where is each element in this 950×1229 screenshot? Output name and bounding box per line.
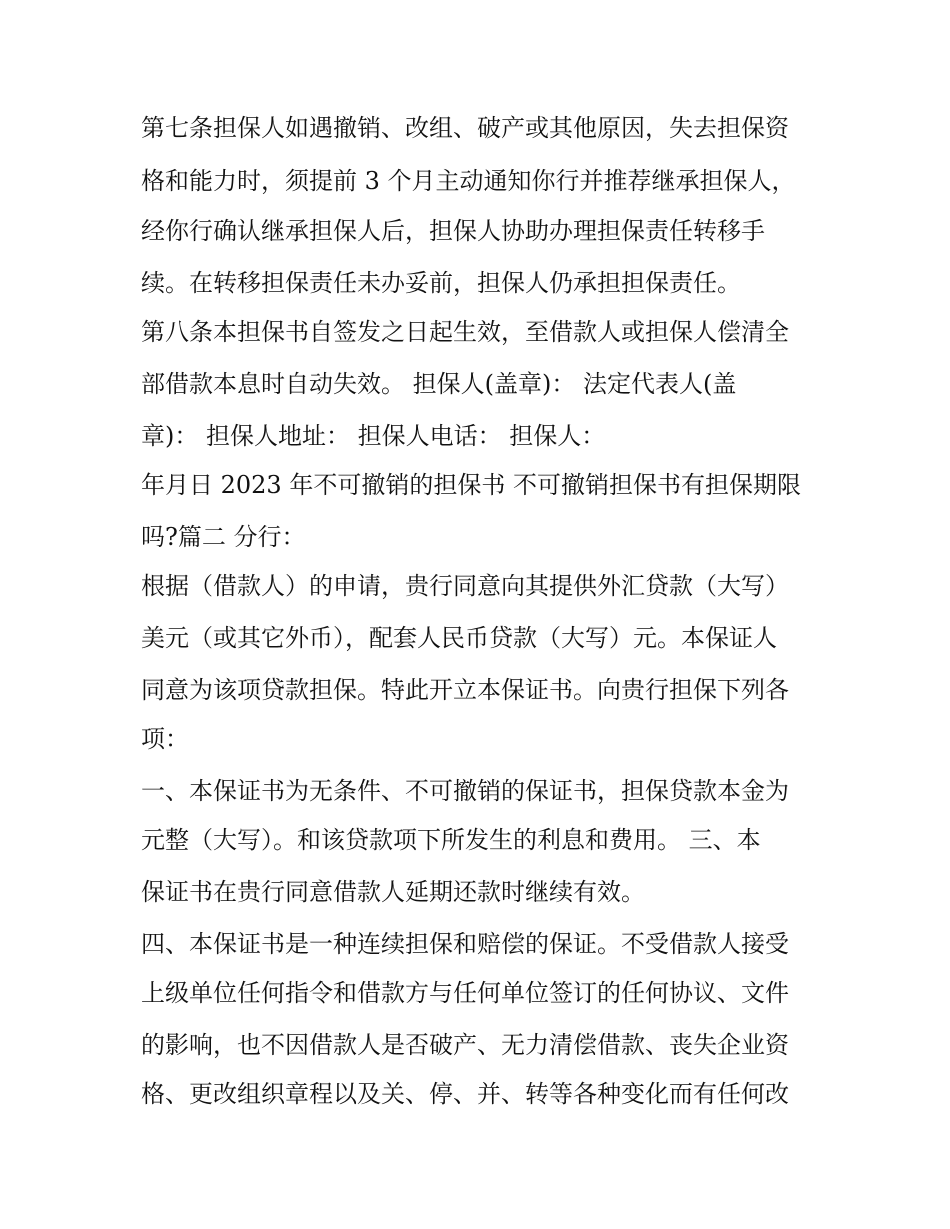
text-line: 吗?篇二 分行： — [141, 523, 306, 551]
text-line: 项： — [141, 725, 189, 753]
text-line: 元整（大写）。和该贷款项下所发生的利息和费用。 三、本 — [141, 826, 761, 854]
text-line: 一、本保证书为无条件、不可撤销的保证书，担保贷款本金为 — [141, 777, 789, 805]
text-line: 四、本保证书是一种连续担保和赔偿的保证。不受借款人接受 — [141, 930, 789, 958]
text-line: 部借款本息时自动失效。 担保人(盖章)： 法定代表人(盖 — [141, 370, 737, 398]
text-line: 同意为该项贷款担保。特此开立本保证书。向贵行担保下列各 — [141, 676, 789, 704]
text-line: 第八条本担保书自签发之日起生效，至借款人或担保人偿清全 — [141, 318, 789, 346]
text-line: 第七条担保人如遇撤销、改组、破产或其他原因，失去担保资 — [141, 114, 789, 142]
text-line: 经你行确认继承担保人后，担保人协助办理担保责任转移手 — [141, 217, 765, 245]
text-line: 上级单位任何指令和借款方与任何单位签订的任何协议、文件 — [141, 979, 789, 1007]
text-line: 保证书在贵行同意借款人延期还款时继续有效。 — [141, 878, 645, 906]
text-line: 章)： 担保人地址： 担保人电话： 担保人： — [141, 422, 606, 450]
text-line: 根据（借款人）的申请，贵行同意向其提供外汇贷款（大写） — [141, 572, 789, 600]
text-line: 美元（或其它外币），配套人民币贷款（大写）元。本保证人 — [141, 624, 777, 652]
text-line: 续。在转移担保责任未办妥前，担保人仍承担担保责任。 — [141, 269, 741, 297]
text-line: 的影响，也不因借款人是否破产、无力清偿借款、丧失企业资 — [141, 1031, 789, 1059]
text-line: 格和能力时，须提前 3 个月主动通知你行并推荐继承担保人， — [141, 167, 796, 195]
text-line: 格、更改组织章程以及关、停、并、转等各种变化而有任何改 — [141, 1080, 789, 1108]
text-line: 年月日 2023 年不可撤销的担保书 不可撤销担保书有担保期限 — [141, 471, 801, 499]
